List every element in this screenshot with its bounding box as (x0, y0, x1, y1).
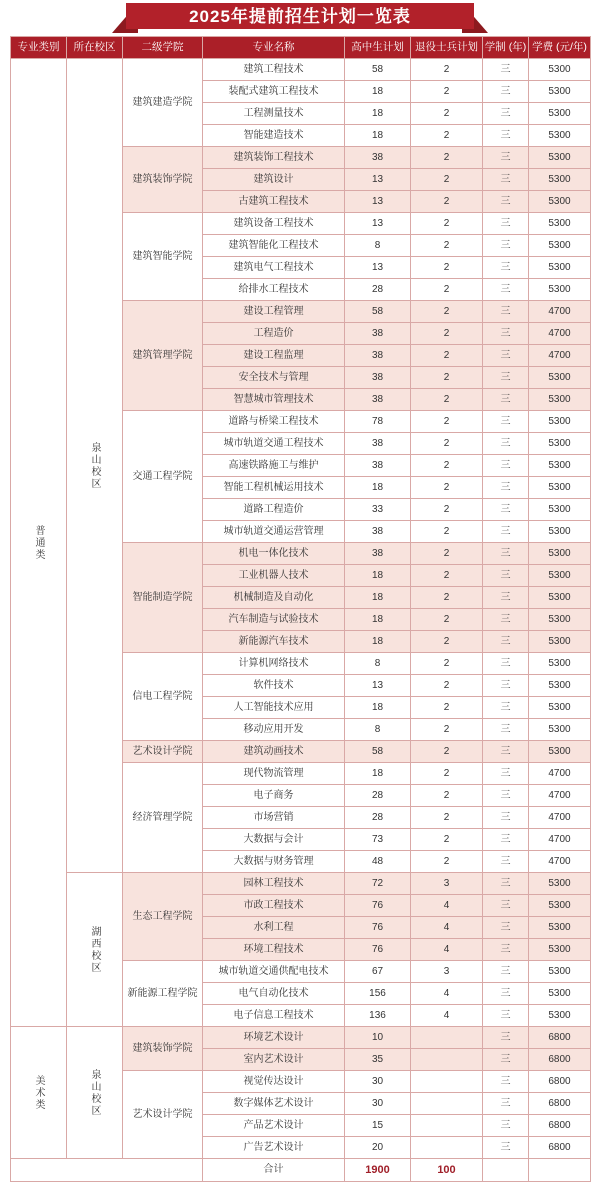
cell-years: 三 (483, 433, 529, 455)
cell-years: 三 (483, 1049, 529, 1071)
cell-hs-plan: 13 (345, 257, 411, 279)
cell-hs-plan: 38 (345, 367, 411, 389)
cell-college: 艺术设计学院 (123, 741, 203, 763)
total-row (11, 1159, 591, 1182)
cell-hs-plan: 18 (345, 103, 411, 125)
cell-years: 三 (483, 675, 529, 697)
cell-fee: 5300 (529, 917, 591, 939)
cell-campus: 泉山校区 (67, 59, 123, 873)
cell-vet-plan: 2 (411, 411, 483, 433)
cell-hs-plan: 18 (345, 125, 411, 147)
cell-years: 三 (483, 169, 529, 191)
cell-hs-plan: 33 (345, 499, 411, 521)
cell-years: 三 (483, 477, 529, 499)
cell-total-hs: 1900 (345, 1159, 411, 1182)
cell-major: 建筑智能化工程技术 (203, 235, 345, 257)
cell-major: 环境艺术设计 (203, 1027, 345, 1049)
cell-hs-plan: 38 (345, 455, 411, 477)
cell-years: 三 (483, 235, 529, 257)
cell-college: 建筑装饰学院 (123, 147, 203, 213)
cell-total-vet: 100 (411, 1159, 483, 1182)
cell-vet-plan (411, 1049, 483, 1071)
cell-fee: 5300 (529, 653, 591, 675)
cell-fee: 5300 (529, 983, 591, 1005)
column-header-campus: 所在校区 (67, 37, 123, 59)
cell-vet-plan: 2 (411, 345, 483, 367)
cell-hs-plan: 13 (345, 213, 411, 235)
cell-major: 园林工程技术 (203, 873, 345, 895)
cell-category: 普通类 (11, 59, 67, 1027)
cell-fee: 6800 (529, 1137, 591, 1159)
cell-vet-plan: 2 (411, 147, 483, 169)
cell-vet-plan: 2 (411, 301, 483, 323)
cell-hs-plan: 58 (345, 59, 411, 81)
cell-years: 三 (483, 939, 529, 961)
cell-years: 三 (483, 1027, 529, 1049)
cell-fee: 4700 (529, 763, 591, 785)
cell-fee: 5300 (529, 235, 591, 257)
cell-years: 三 (483, 983, 529, 1005)
cell-hs-plan: 28 (345, 807, 411, 829)
cell-vet-plan: 2 (411, 235, 483, 257)
cell-hs-plan: 15 (345, 1115, 411, 1137)
cell-years: 三 (483, 367, 529, 389)
cell-fee: 5300 (529, 675, 591, 697)
cell-years: 三 (483, 1115, 529, 1137)
column-header-fee: 学费 (元/年) (529, 37, 591, 59)
cell-fee: 5300 (529, 125, 591, 147)
cell-years: 三 (483, 873, 529, 895)
cell-major: 城市轨道交通运营管理 (203, 521, 345, 543)
cell-years: 三 (483, 81, 529, 103)
cell-years: 三 (483, 191, 529, 213)
table-row (11, 1027, 591, 1049)
cell-hs-plan: 38 (345, 543, 411, 565)
cell-fee: 5300 (529, 565, 591, 587)
column-header-hs-plan: 高中生计划 (345, 37, 411, 59)
cell-fee: 4700 (529, 829, 591, 851)
cell-years: 三 (483, 521, 529, 543)
cell-major: 软件技术 (203, 675, 345, 697)
cell-vet-plan: 2 (411, 103, 483, 125)
cell-fee: 4700 (529, 323, 591, 345)
cell-major: 装配式建筑工程技术 (203, 81, 345, 103)
cell-years: 三 (483, 301, 529, 323)
cell-fee: 6800 (529, 1093, 591, 1115)
cell-major: 城市轨道交通工程技术 (203, 433, 345, 455)
cell-hs-plan: 18 (345, 697, 411, 719)
cell-major: 水利工程 (203, 917, 345, 939)
cell-vet-plan: 4 (411, 983, 483, 1005)
enrollment-plan-table (10, 36, 591, 1182)
cell-fee: 5300 (529, 543, 591, 565)
cell-years: 三 (483, 499, 529, 521)
cell-years: 三 (483, 279, 529, 301)
cell-major: 机械制造及自动化 (203, 587, 345, 609)
cell-vet-plan: 2 (411, 191, 483, 213)
plan-table-wrapper (10, 36, 590, 1182)
cell-fee: 6800 (529, 1115, 591, 1137)
cell-hs-plan: 8 (345, 653, 411, 675)
cell-hs-plan: 18 (345, 565, 411, 587)
cell-fee: 5300 (529, 1005, 591, 1027)
column-header-years: 学制 (年) (483, 37, 529, 59)
cell-hs-plan: 38 (345, 323, 411, 345)
cell-vet-plan: 2 (411, 367, 483, 389)
cell-vet-plan: 2 (411, 125, 483, 147)
cell-years: 三 (483, 543, 529, 565)
cell-vet-plan: 3 (411, 873, 483, 895)
cell-hs-plan: 58 (345, 301, 411, 323)
cell-vet-plan: 2 (411, 851, 483, 873)
cell-vet-plan: 2 (411, 719, 483, 741)
cell-college: 建筑装饰学院 (123, 1027, 203, 1071)
cell-years: 三 (483, 103, 529, 125)
cell-fee: 5300 (529, 587, 591, 609)
cell-hs-plan: 8 (345, 719, 411, 741)
cell-hs-plan: 67 (345, 961, 411, 983)
cell-major: 智能建造技术 (203, 125, 345, 147)
cell-major: 环境工程技术 (203, 939, 345, 961)
cell-total-label: 合计 (203, 1159, 345, 1182)
cell-fee: 4700 (529, 345, 591, 367)
cell-years: 三 (483, 631, 529, 653)
cell-fee: 5300 (529, 367, 591, 389)
cell-fee: 5300 (529, 741, 591, 763)
cell-total-years (483, 1159, 529, 1182)
cell-years: 三 (483, 257, 529, 279)
cell-years: 三 (483, 59, 529, 81)
cell-years: 三 (483, 653, 529, 675)
cell-hs-plan: 38 (345, 147, 411, 169)
cell-years: 三 (483, 1071, 529, 1093)
cell-fee: 5300 (529, 169, 591, 191)
cell-vet-plan: 2 (411, 169, 483, 191)
cell-hs-plan: 136 (345, 1005, 411, 1027)
cell-hs-plan: 38 (345, 389, 411, 411)
cell-campus: 泉山校区 (67, 1027, 123, 1159)
cell-vet-plan: 2 (411, 455, 483, 477)
cell-major: 给排水工程技术 (203, 279, 345, 301)
cell-major: 建设工程监理 (203, 345, 345, 367)
cell-hs-plan: 38 (345, 345, 411, 367)
cell-hs-plan: 72 (345, 873, 411, 895)
banner-shape (112, 3, 488, 33)
cell-years: 三 (483, 697, 529, 719)
cell-fee: 5300 (529, 411, 591, 433)
cell-major: 电气自动化技术 (203, 983, 345, 1005)
cell-years: 三 (483, 213, 529, 235)
cell-vet-plan: 2 (411, 257, 483, 279)
cell-vet-plan (411, 1115, 483, 1137)
cell-college: 新能源工程学院 (123, 961, 203, 1027)
cell-vet-plan: 2 (411, 279, 483, 301)
cell-hs-plan: 76 (345, 917, 411, 939)
cell-major: 室内艺术设计 (203, 1049, 345, 1071)
cell-vet-plan: 2 (411, 697, 483, 719)
cell-major: 汽车制造与试验技术 (203, 609, 345, 631)
cell-major: 城市轨道交通供配电技术 (203, 961, 345, 983)
cell-major: 建筑设备工程技术 (203, 213, 345, 235)
cell-vet-plan: 2 (411, 785, 483, 807)
cell-vet-plan (411, 1027, 483, 1049)
cell-fee: 5300 (529, 631, 591, 653)
cell-fee: 5300 (529, 961, 591, 983)
cell-college: 建筑管理学院 (123, 301, 203, 411)
cell-major: 人工智能技术应用 (203, 697, 345, 719)
cell-college: 生态工程学院 (123, 873, 203, 961)
cell-category: 美术类 (11, 1027, 67, 1159)
cell-years: 三 (483, 389, 529, 411)
cell-hs-plan: 78 (345, 411, 411, 433)
cell-vet-plan: 2 (411, 565, 483, 587)
cell-fee: 4700 (529, 301, 591, 323)
cell-years: 三 (483, 917, 529, 939)
cell-vet-plan: 2 (411, 323, 483, 345)
cell-major: 数字媒体艺术设计 (203, 1093, 345, 1115)
cell-years: 三 (483, 741, 529, 763)
cell-fee: 5300 (529, 455, 591, 477)
cell-years: 三 (483, 719, 529, 741)
cell-years: 三 (483, 125, 529, 147)
cell-hs-plan: 18 (345, 609, 411, 631)
cell-fee: 5300 (529, 477, 591, 499)
cell-major: 市政工程技术 (203, 895, 345, 917)
cell-vet-plan: 2 (411, 763, 483, 785)
cell-vet-plan: 2 (411, 653, 483, 675)
cell-fee: 5300 (529, 895, 591, 917)
cell-vet-plan: 2 (411, 543, 483, 565)
cell-major: 建筑电气工程技术 (203, 257, 345, 279)
cell-college: 交通工程学院 (123, 411, 203, 543)
cell-major: 建筑设计 (203, 169, 345, 191)
cell-campus: 湖西校区 (67, 873, 123, 1027)
cell-total-blank (11, 1159, 203, 1182)
cell-hs-plan: 8 (345, 235, 411, 257)
cell-vet-plan: 2 (411, 631, 483, 653)
cell-hs-plan: 58 (345, 741, 411, 763)
cell-major: 道路与桥梁工程技术 (203, 411, 345, 433)
cell-major: 大数据与财务管理 (203, 851, 345, 873)
cell-hs-plan: 18 (345, 477, 411, 499)
cell-fee: 5300 (529, 499, 591, 521)
cell-major: 机电一体化技术 (203, 543, 345, 565)
cell-vet-plan: 2 (411, 499, 483, 521)
cell-vet-plan: 3 (411, 961, 483, 983)
cell-hs-plan: 28 (345, 279, 411, 301)
cell-vet-plan: 4 (411, 1005, 483, 1027)
cell-major: 古建筑工程技术 (203, 191, 345, 213)
cell-hs-plan: 73 (345, 829, 411, 851)
cell-fee: 4700 (529, 785, 591, 807)
cell-vet-plan: 4 (411, 917, 483, 939)
cell-fee: 5300 (529, 433, 591, 455)
cell-fee: 5300 (529, 719, 591, 741)
cell-hs-plan: 28 (345, 785, 411, 807)
cell-major: 智慧城市管理技术 (203, 389, 345, 411)
cell-vet-plan: 2 (411, 477, 483, 499)
cell-college: 建筑智能学院 (123, 213, 203, 301)
cell-fee: 5300 (529, 697, 591, 719)
title-banner (0, 0, 600, 36)
cell-years: 三 (483, 609, 529, 631)
cell-years: 三 (483, 1137, 529, 1159)
table-row (11, 59, 591, 81)
cell-fee: 4700 (529, 807, 591, 829)
cell-hs-plan: 18 (345, 631, 411, 653)
table-header (11, 37, 591, 59)
cell-fee: 5300 (529, 389, 591, 411)
banner-band (126, 3, 474, 29)
cell-major: 市场营销 (203, 807, 345, 829)
cell-vet-plan: 2 (411, 675, 483, 697)
cell-fee: 5300 (529, 939, 591, 961)
cell-hs-plan: 18 (345, 81, 411, 103)
cell-major: 道路工程造价 (203, 499, 345, 521)
cell-fee: 4700 (529, 851, 591, 873)
cell-vet-plan: 2 (411, 521, 483, 543)
cell-vet-plan: 2 (411, 609, 483, 631)
table-row (11, 873, 591, 895)
cell-major: 大数据与会计 (203, 829, 345, 851)
cell-fee: 5300 (529, 191, 591, 213)
column-header-vet-plan: 退役士兵计划 (411, 37, 483, 59)
cell-fee: 5300 (529, 279, 591, 301)
cell-years: 三 (483, 455, 529, 477)
cell-vet-plan (411, 1093, 483, 1115)
cell-hs-plan: 18 (345, 763, 411, 785)
cell-major: 电子信息工程技术 (203, 1005, 345, 1027)
cell-years: 三 (483, 565, 529, 587)
cell-years: 三 (483, 1093, 529, 1115)
cell-college: 信电工程学院 (123, 653, 203, 741)
cell-hs-plan: 38 (345, 433, 411, 455)
cell-major: 高速铁路施工与维护 (203, 455, 345, 477)
cell-major: 智能工程机械运用技术 (203, 477, 345, 499)
cell-hs-plan: 76 (345, 939, 411, 961)
cell-hs-plan: 35 (345, 1049, 411, 1071)
cell-years: 三 (483, 147, 529, 169)
cell-fee: 5300 (529, 257, 591, 279)
cell-years: 三 (483, 323, 529, 345)
cell-hs-plan: 10 (345, 1027, 411, 1049)
cell-fee: 5300 (529, 213, 591, 235)
table-body (11, 59, 591, 1182)
cell-years: 三 (483, 345, 529, 367)
cell-years: 三 (483, 807, 529, 829)
cell-college: 智能制造学院 (123, 543, 203, 653)
cell-major: 视觉传达设计 (203, 1071, 345, 1093)
cell-college: 艺术设计学院 (123, 1071, 203, 1159)
cell-college: 经济管理学院 (123, 763, 203, 873)
cell-vet-plan: 2 (411, 59, 483, 81)
cell-college: 建筑建造学院 (123, 59, 203, 147)
cell-hs-plan: 13 (345, 191, 411, 213)
cell-major: 建筑装饰工程技术 (203, 147, 345, 169)
cell-major: 广告艺术设计 (203, 1137, 345, 1159)
cell-hs-plan: 156 (345, 983, 411, 1005)
cell-major: 工业机器人技术 (203, 565, 345, 587)
cell-fee: 5300 (529, 609, 591, 631)
cell-hs-plan: 13 (345, 169, 411, 191)
cell-fee: 6800 (529, 1071, 591, 1093)
cell-hs-plan: 18 (345, 587, 411, 609)
cell-fee: 6800 (529, 1049, 591, 1071)
cell-major: 安全技术与管理 (203, 367, 345, 389)
cell-vet-plan (411, 1137, 483, 1159)
cell-major: 建筑动画技术 (203, 741, 345, 763)
page-title: 2025年提前招生计划一览表 (189, 6, 411, 26)
cell-years: 三 (483, 961, 529, 983)
cell-vet-plan: 2 (411, 213, 483, 235)
cell-years: 三 (483, 829, 529, 851)
cell-vet-plan: 4 (411, 939, 483, 961)
cell-hs-plan: 76 (345, 895, 411, 917)
cell-vet-plan: 2 (411, 741, 483, 763)
cell-major: 现代物流管理 (203, 763, 345, 785)
cell-years: 三 (483, 1005, 529, 1027)
cell-years: 三 (483, 851, 529, 873)
cell-years: 三 (483, 895, 529, 917)
column-header-college: 二级学院 (123, 37, 203, 59)
cell-years: 三 (483, 587, 529, 609)
column-header-major: 专业名称 (203, 37, 345, 59)
cell-hs-plan: 20 (345, 1137, 411, 1159)
cell-fee: 5300 (529, 103, 591, 125)
cell-major: 建设工程管理 (203, 301, 345, 323)
cell-major: 工程造价 (203, 323, 345, 345)
cell-fee: 5300 (529, 521, 591, 543)
cell-vet-plan: 2 (411, 587, 483, 609)
cell-vet-plan: 2 (411, 81, 483, 103)
column-header-category: 专业类别 (11, 37, 67, 59)
cell-vet-plan: 2 (411, 829, 483, 851)
cell-major: 产品艺术设计 (203, 1115, 345, 1137)
cell-vet-plan: 2 (411, 433, 483, 455)
cell-years: 三 (483, 785, 529, 807)
cell-hs-plan: 38 (345, 521, 411, 543)
cell-vet-plan (411, 1071, 483, 1093)
cell-years: 三 (483, 411, 529, 433)
header-row (11, 37, 591, 59)
cell-major: 电子商务 (203, 785, 345, 807)
cell-fee: 5300 (529, 59, 591, 81)
cell-fee: 5300 (529, 147, 591, 169)
cell-hs-plan: 13 (345, 675, 411, 697)
cell-hs-plan: 30 (345, 1071, 411, 1093)
cell-years: 三 (483, 763, 529, 785)
cell-major: 移动应用开发 (203, 719, 345, 741)
cell-fee: 5300 (529, 873, 591, 895)
cell-fee: 5300 (529, 81, 591, 103)
cell-hs-plan: 48 (345, 851, 411, 873)
cell-total-fee (529, 1159, 591, 1182)
cell-major: 新能源汽车技术 (203, 631, 345, 653)
cell-vet-plan: 2 (411, 389, 483, 411)
cell-major: 建筑工程技术 (203, 59, 345, 81)
cell-fee: 6800 (529, 1027, 591, 1049)
cell-hs-plan: 30 (345, 1093, 411, 1115)
cell-vet-plan: 4 (411, 895, 483, 917)
cell-major: 工程测量技术 (203, 103, 345, 125)
cell-vet-plan: 2 (411, 807, 483, 829)
cell-major: 计算机网络技术 (203, 653, 345, 675)
